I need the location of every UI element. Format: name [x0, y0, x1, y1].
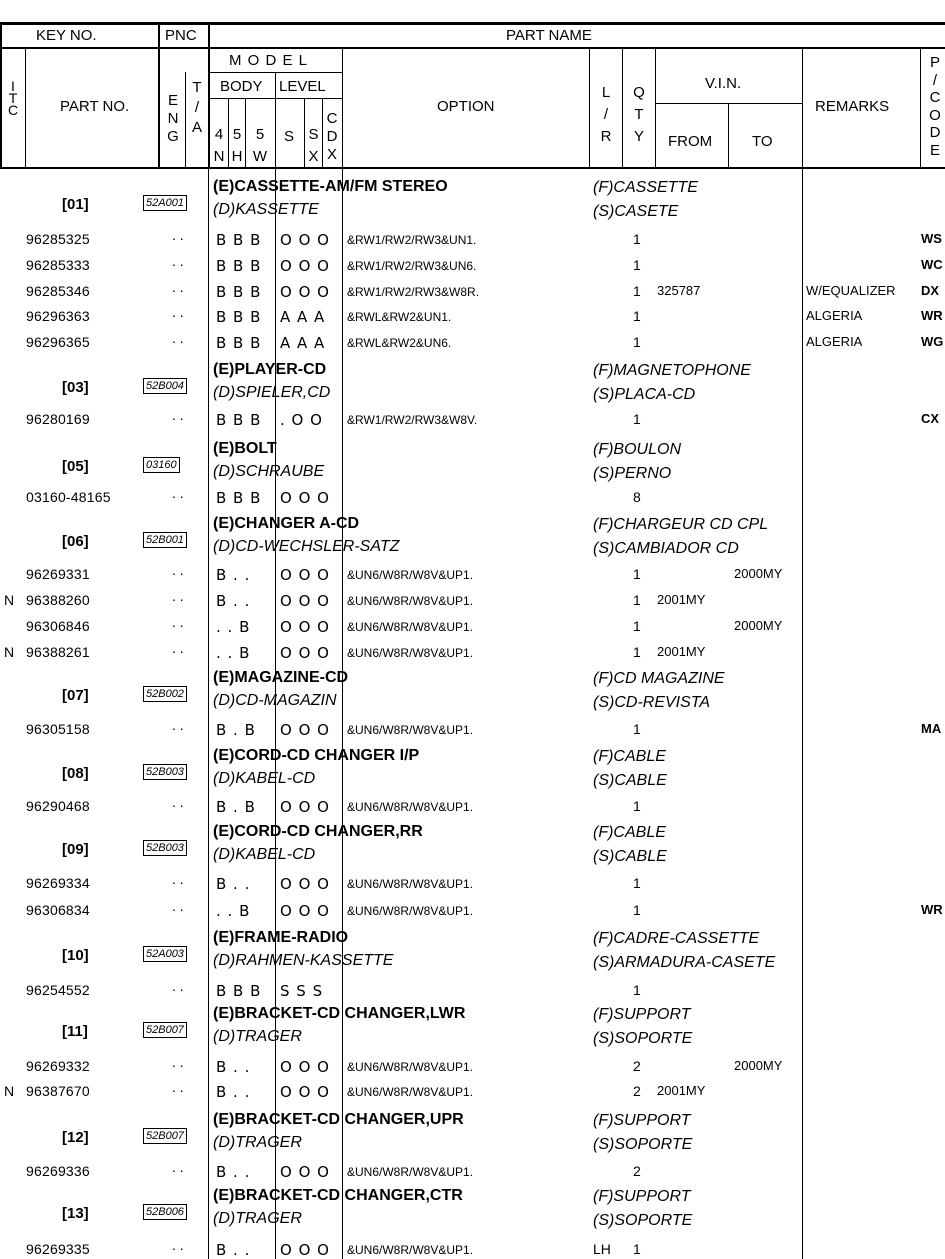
part-name-de: (D)KASSETTE	[213, 201, 319, 218]
key-no: [11]	[62, 1023, 88, 1040]
body-codes: B . .	[216, 1083, 251, 1101]
option-code: &UN6/W8R/W8V&UP1.	[347, 646, 474, 660]
part-name-en: (E)CHANGER A-CD	[213, 515, 360, 532]
part-number[interactable]: 03160-48165	[26, 489, 111, 505]
remarks-value: ALGERIA	[806, 308, 863, 323]
eng-ta-dots: . .	[172, 794, 184, 810]
part-name-fr: (F)CABLE	[593, 748, 666, 765]
option-code: &UN6/W8R/W8V&UP1.	[347, 723, 474, 737]
eng-ta-dots: . .	[172, 1079, 184, 1095]
part-name-en: (E)MAGAZINE-CD	[213, 669, 349, 686]
vline-vin-right	[802, 49, 803, 169]
vin-from: 2001MY	[657, 1083, 706, 1098]
option-code: &UN6/W8R/W8V&UP1.	[347, 800, 474, 814]
pcode-value: MA	[921, 721, 942, 736]
vin-to: 2000MY	[734, 1058, 783, 1073]
eng-ta-dots: . .	[172, 640, 184, 656]
part-number[interactable]: 96388260	[26, 592, 90, 608]
body-codes: . . B	[216, 644, 251, 662]
level-codes: O O O	[280, 644, 330, 662]
level-codes: O O O	[280, 798, 330, 816]
eng-ta-dots: . .	[172, 898, 184, 914]
pnc-code: 52B006	[143, 1204, 187, 1220]
level-header: LEVEL	[279, 78, 326, 95]
part-no-header: PART NO.	[60, 98, 130, 115]
pcode-value: WS	[921, 231, 942, 246]
pcode-value: DX	[921, 283, 940, 298]
vline-itc	[25, 49, 26, 169]
vin-from: 2001MY	[657, 592, 706, 607]
pnc-code: 52A003	[143, 946, 187, 962]
level-codes: O O O	[280, 721, 330, 739]
qty-value: 1	[633, 618, 641, 634]
part-name-fr: (F)SUPPORT	[593, 1188, 691, 1205]
qty-value: 1	[633, 902, 641, 918]
body-codes: B B B	[216, 231, 262, 249]
part-name-en: (E)FRAME-RADIO	[213, 929, 349, 946]
level-codes: O O O	[280, 1241, 330, 1259]
part-name-es: (S)CABLE	[593, 772, 667, 789]
model-rule	[210, 72, 343, 73]
option-code: &RWL&RW2&UN6.	[347, 336, 452, 350]
ta-header: T / A	[191, 79, 202, 136]
eng-ta-dots: . .	[172, 1054, 184, 1070]
part-name-en: (E)CORD-CD CHANGER,RR	[213, 823, 423, 840]
lr-value: LH	[593, 1241, 611, 1257]
level-codes: O O O	[280, 1083, 330, 1101]
part-name-de: (D)SPIELER,CD	[213, 384, 331, 401]
eng-ta-dots: . .	[172, 485, 184, 501]
pnc-code: 52B007	[143, 1022, 187, 1038]
body-col-5w: 5 W	[252, 126, 268, 165]
part-name-es: (S)CD-REVISTA	[593, 694, 711, 711]
header-bottom-rule	[0, 167, 945, 169]
part-number[interactable]: 96280169	[26, 411, 90, 427]
body-codes: . . B	[216, 618, 251, 636]
part-name-es: (S)ARMADURA-CASETE	[593, 954, 776, 971]
option-code: &UN6/W8R/W8V&UP1.	[347, 877, 474, 891]
remarks-header: REMARKS	[815, 98, 890, 115]
part-number[interactable]: 96269331	[26, 566, 90, 582]
body-col-5h: 5 H	[231, 126, 243, 165]
eng-ta-dots: . .	[172, 1159, 184, 1175]
part-name-en: (E)BOLT	[213, 440, 277, 457]
vline-qty	[655, 49, 656, 169]
part-number[interactable]: 96269332	[26, 1058, 90, 1074]
qty-value: 1	[633, 1241, 641, 1257]
itc-flag: N	[4, 644, 15, 660]
key-no: [06]	[62, 533, 89, 550]
option-code: &UN6/W8R/W8V&UP1.	[347, 1165, 474, 1179]
part-name-fr: (F)SUPPORT	[593, 1112, 691, 1129]
pcode-value: WR	[921, 902, 943, 917]
qty-value: 2	[633, 1058, 641, 1074]
qty-value: 1	[633, 721, 641, 737]
eng-ta-dots: . .	[172, 407, 184, 423]
eng-ta-dots: . .	[172, 717, 184, 733]
pcode-value: WR	[921, 308, 943, 323]
part-number[interactable]: 96387670	[26, 1083, 90, 1099]
eng-ta-dots: . .	[172, 614, 184, 630]
part-name-fr: (F)SUPPORT	[593, 1006, 691, 1023]
itc-flag: N	[4, 1083, 15, 1099]
pnc-code: 52B001	[143, 532, 187, 548]
qty-value: 1	[633, 257, 641, 273]
key-no: [07]	[62, 687, 89, 704]
level-codes: O O O	[280, 618, 330, 636]
vin-to: 2000MY	[734, 566, 783, 581]
body-codes: B B B	[216, 489, 262, 507]
pcode-value: WC	[921, 257, 943, 272]
vin-from-header: FROM	[668, 133, 713, 150]
part-name-de: (D)CD-MAGAZIN	[213, 692, 337, 709]
body-level-rule	[210, 98, 343, 99]
body-codes: B B B	[216, 283, 262, 301]
vin-from: 325787	[657, 283, 701, 298]
body-codes: B . .	[216, 1058, 251, 1076]
pcode-value: WG	[921, 334, 944, 349]
level-codes: O O O	[280, 875, 330, 893]
itc-header: I T C	[7, 78, 19, 118]
part-number[interactable]: 96306834	[26, 902, 90, 918]
key-no: [13]	[62, 1205, 89, 1222]
pnc-code: 52B004	[143, 378, 187, 394]
part-number[interactable]: 96285333	[26, 257, 90, 273]
eng-ta-dots: . .	[172, 227, 184, 243]
part-name-es: (S)SOPORTE	[593, 1212, 693, 1229]
qty-value: 2	[633, 1083, 641, 1099]
level-sx: S X	[308, 126, 319, 165]
part-name-en: (E)BRACKET-CD CHANGER,LWR	[213, 1005, 466, 1022]
vin-from: 2001MY	[657, 644, 706, 659]
level-codes: . O O	[280, 411, 323, 429]
level-codes: O O O	[280, 489, 330, 507]
qty-header: Q T Y	[633, 84, 645, 145]
option-code: &UN6/W8R/W8V&UP1.	[347, 1060, 474, 1074]
vin-to-header: TO	[752, 133, 773, 150]
pnc-code: 52B003	[143, 764, 187, 780]
key-no: [12]	[62, 1129, 89, 1146]
level-codes: O O O	[280, 1058, 330, 1076]
level-codes: O O O	[280, 231, 330, 249]
body-vline-vin	[802, 169, 803, 1259]
qty-value: 1	[633, 231, 641, 247]
body-codes: B . B	[216, 721, 256, 739]
vin-header: V.I.N.	[705, 75, 742, 92]
vline-body-level	[275, 72, 276, 169]
remarks-value: ALGERIA	[806, 334, 863, 349]
part-name-en: (E)BRACKET-CD CHANGER,UPR	[213, 1111, 464, 1128]
body-codes: . . B	[216, 902, 251, 920]
option-header: OPTION	[437, 98, 495, 115]
pnc-code: 52B003	[143, 840, 187, 856]
part-name-es: (S)PERNO	[593, 465, 672, 482]
key-no: [08]	[62, 765, 89, 782]
option-code: &UN6/W8R/W8V&UP1.	[347, 1243, 474, 1257]
body-codes: B . .	[216, 1241, 251, 1259]
qty-value: 8	[633, 489, 641, 505]
qty-value: 2	[633, 1163, 641, 1179]
part-name-de: (D)TRAGER	[213, 1028, 302, 1045]
option-code: &RW1/RW2/RW3&UN6.	[347, 259, 477, 273]
body-codes: B . B	[216, 798, 256, 816]
part-number[interactable]: 96254552	[26, 982, 90, 998]
option-code: &UN6/W8R/W8V&UP1.	[347, 568, 474, 582]
body-vline-model	[275, 169, 276, 1259]
key-no: [03]	[62, 379, 89, 396]
eng-ta-dots: . .	[172, 1237, 184, 1253]
qty-value: 1	[633, 411, 641, 427]
key-no-header: KEY NO.	[36, 27, 97, 44]
vline-pnc-right	[208, 22, 210, 169]
option-code: &RW1/RW2/RW3&UN1.	[347, 233, 477, 247]
vline-remarks-right	[920, 49, 921, 169]
eng-ta-dots: . .	[172, 253, 184, 269]
vline-pnc-left	[158, 22, 160, 169]
option-code: &RWL&RW2&UN1.	[347, 310, 452, 324]
part-name-de: (D)CD-WECHSLER-SATZ	[213, 538, 400, 555]
part-name-fr: (F)CHARGEUR CD CPL	[593, 516, 769, 533]
remarks-value: W/EQUALIZER	[806, 283, 896, 298]
pcode-header: P / C O D E	[929, 54, 941, 159]
part-name-es: (S)SOPORTE	[593, 1136, 693, 1153]
body-codes: B . .	[216, 875, 251, 893]
body-codes: B . .	[216, 566, 251, 584]
lr-header: L / R	[600, 84, 612, 145]
model-header: M O D E L	[229, 52, 309, 69]
part-number[interactable]: 96388261	[26, 644, 90, 660]
eng-ta-dots: . .	[172, 588, 184, 604]
option-code: &RW1/RW2/RW3&W8V.	[347, 413, 478, 427]
part-name-header: PART NAME	[506, 27, 592, 44]
qty-value: 1	[633, 308, 641, 324]
option-code: &RW1/RW2/RW3&W8R.	[347, 285, 480, 299]
eng-ta-dots: . .	[172, 978, 184, 994]
vin-to: 2000MY	[734, 618, 783, 633]
part-number[interactable]: 96269336	[26, 1163, 90, 1179]
body-codes: B B B	[216, 334, 262, 352]
vline-lr	[622, 49, 623, 169]
part-name-fr: (F)CADRE-CASSETTE	[593, 930, 760, 947]
qty-value: 1	[633, 566, 641, 582]
level-codes: O O O	[280, 902, 330, 920]
key-no: [05]	[62, 458, 89, 475]
part-name-fr: (F)CASSETTE	[593, 179, 698, 196]
body-codes: B B B	[216, 308, 262, 326]
key-no: [10]	[62, 947, 89, 964]
qty-value: 1	[633, 798, 641, 814]
part-number[interactable]: 96285346	[26, 283, 90, 299]
eng-ta-dots: . .	[172, 330, 184, 346]
part-name-de: (D)SCHRAUBE	[213, 463, 325, 480]
qty-value: 1	[633, 334, 641, 350]
vline-option-right	[589, 49, 590, 169]
part-number[interactable]: 96296363	[26, 308, 90, 324]
eng-ta-dots: . .	[172, 279, 184, 295]
part-number[interactable]: 96290468	[26, 798, 90, 814]
pnc-header: PNC	[165, 27, 197, 44]
part-name-fr: (F)CD MAGAZINE	[593, 670, 725, 687]
level-codes: O O O	[280, 283, 330, 301]
part-name-en: (E)BRACKET-CD CHANGER,CTR	[213, 1187, 463, 1204]
part-name-de: (D)KABEL-CD	[213, 846, 316, 863]
pcode-value: CX	[921, 411, 940, 426]
part-name-es: (S)CABLE	[593, 848, 667, 865]
eng-ta-dots: . .	[172, 562, 184, 578]
part-name-de: (D)TRAGER	[213, 1134, 302, 1151]
level-codes: O O O	[280, 257, 330, 275]
pnc-code: 03160	[143, 457, 180, 473]
level-s: S	[284, 128, 295, 145]
body-codes: B B B	[216, 257, 262, 275]
part-number[interactable]: 96269334	[26, 875, 90, 891]
level-codes: A A A	[280, 334, 326, 352]
eng-ta-dots: . .	[172, 304, 184, 320]
body-codes: B . .	[216, 592, 251, 610]
part-name-de: (D)TRAGER	[213, 1210, 302, 1227]
vline-body2	[245, 98, 246, 169]
eng-ta-dots: . .	[172, 871, 184, 887]
qty-value: 1	[633, 592, 641, 608]
part-name-es: (S)CAMBIADOR CD	[593, 540, 739, 557]
part-name-de: (D)KABEL-CD	[213, 770, 316, 787]
vline-eng	[185, 72, 186, 169]
body-vline-pnc	[208, 169, 209, 1259]
pnc-code: 52B002	[143, 686, 187, 702]
qty-value: 1	[633, 283, 641, 299]
part-name-en: (E)CORD-CD CHANGER I/P	[213, 747, 420, 764]
option-code: &UN6/W8R/W8V&UP1.	[347, 594, 474, 608]
part-number[interactable]: 96269335	[26, 1241, 90, 1257]
part-name-fr: (F)CABLE	[593, 824, 666, 841]
qty-value: 1	[633, 982, 641, 998]
level-codes: O O O	[280, 592, 330, 610]
option-code: &UN6/W8R/W8V&UP1.	[347, 620, 474, 634]
level-cdx: C D X	[326, 110, 338, 163]
part-name-es: (S)SOPORTE	[593, 1030, 693, 1047]
header-top-rule	[0, 22, 945, 25]
key-no: [09]	[62, 841, 89, 858]
part-name-fr: (F)BOULON	[593, 441, 681, 458]
level-codes: O O O	[280, 566, 330, 584]
body-vline-option	[342, 169, 343, 1259]
part-number[interactable]: 96296365	[26, 334, 90, 350]
part-number[interactable]: 96285325	[26, 231, 90, 247]
body-header: BODY	[220, 78, 263, 95]
part-number[interactable]: 96305158	[26, 721, 90, 737]
option-code: &UN6/W8R/W8V&UP1.	[347, 1085, 474, 1099]
part-name-en: (E)PLAYER-CD	[213, 361, 327, 378]
part-number[interactable]: 96306846	[26, 618, 90, 634]
qty-value: 1	[633, 644, 641, 660]
vline-option-left	[342, 49, 343, 169]
pnc-code: 52B007	[143, 1128, 187, 1144]
eng-header: E N G	[167, 92, 179, 145]
pnc-code: 52A001	[143, 195, 187, 211]
body-codes: B B B	[216, 411, 262, 429]
qty-value: 1	[633, 875, 641, 891]
itc-flag: N	[4, 592, 15, 608]
vline-left	[0, 22, 2, 169]
body-col-4n: 4 N	[213, 126, 225, 165]
part-name-es: (S)PLACA-CD	[593, 386, 696, 403]
level-codes: O O O	[280, 1163, 330, 1181]
level-codes: S S S	[280, 982, 324, 1000]
key-no: [01]	[62, 196, 89, 213]
body-codes: B B B	[216, 982, 262, 1000]
part-name-es: (S)CASETE	[593, 203, 679, 220]
part-name-de: (D)RAHMEN-KASSETTE	[213, 952, 394, 969]
body-codes: B . .	[216, 1163, 251, 1181]
header-rule-2	[0, 47, 945, 49]
option-code: &UN6/W8R/W8V&UP1.	[347, 904, 474, 918]
part-name-fr: (F)MAGNETOPHONE	[593, 362, 751, 379]
vline-vin-mid	[728, 103, 729, 169]
part-name-en: (E)CASSETTE-AM/FM STEREO	[213, 178, 448, 195]
level-codes: A A A	[280, 308, 326, 326]
